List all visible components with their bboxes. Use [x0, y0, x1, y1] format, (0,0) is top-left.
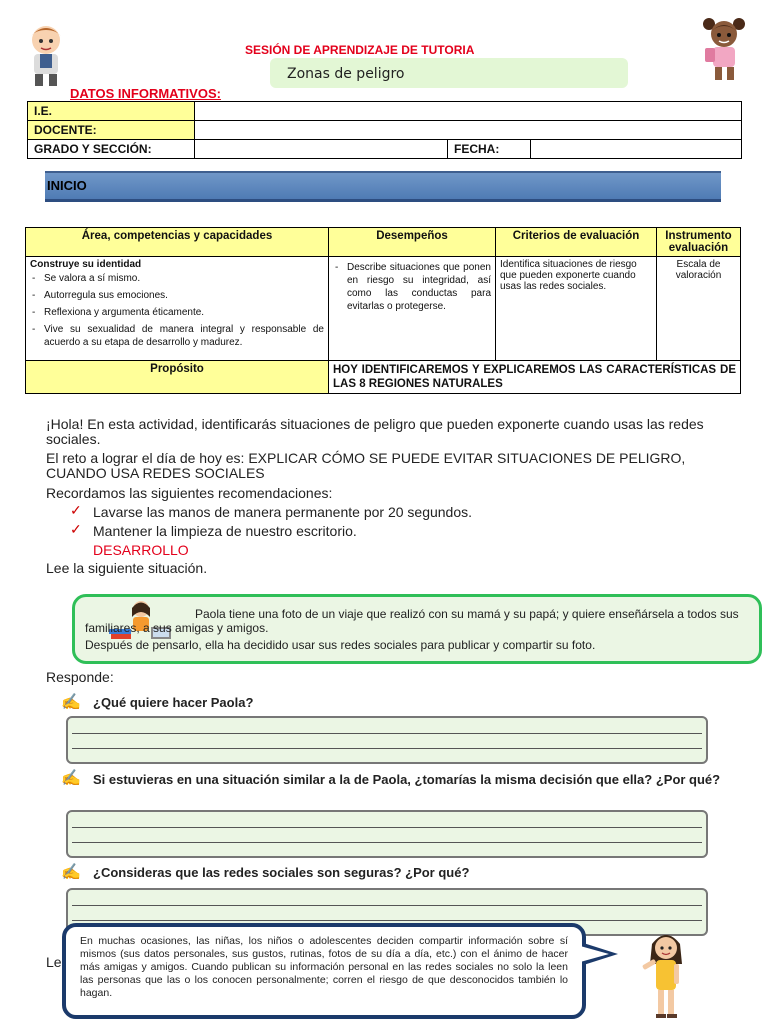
situation-box: [72, 594, 762, 664]
ie-value[interactable]: [195, 102, 742, 121]
boy-illustration: [20, 22, 72, 88]
docente-label: DOCENTE:: [28, 121, 195, 140]
lee-text: Lee la siguiente situación.: [46, 560, 208, 576]
instrumento-cell: Escala de valoración: [657, 257, 741, 361]
topic-title: Zonas de peligro: [287, 66, 405, 82]
situation-text-2: Después de pensarlo, ella ha decidido usar sus redes sociales para publicar y compartir su foto.: [85, 638, 596, 652]
fecha-value[interactable]: [531, 140, 742, 159]
pencil-hand-icon: ✍: [61, 694, 81, 711]
girl-speaking-illustration: [636, 930, 696, 1020]
recordamos-text: Recordamos las siguientes recomendaciones:: [46, 485, 333, 501]
intro-paragraph: ¡Hola! En esta actividad, identificarás situaciones de peligro que pueden exponerte cuando usas las redes sociales.: [46, 416, 704, 447]
header-instrumento: Instrumento evaluación: [657, 228, 741, 257]
inicio-bar: [45, 171, 721, 202]
desarrollo-heading: DESARROLLO: [93, 542, 189, 558]
area-title: Construye su identidad: [30, 259, 142, 270]
bubble-tail-inner: [573, 944, 609, 964]
capacidad-item: - Se valora a sí mismo.: [30, 272, 324, 285]
check-icon: ✓: [70, 502, 82, 518]
datos-informativos-heading: DATOS INFORMATIVOS:: [70, 86, 221, 101]
header-criterios: Criterios de evaluación: [496, 228, 657, 257]
fecha-label: FECHA:: [448, 140, 531, 159]
partial-text: Le: [46, 954, 62, 970]
ie-label: I.E.: [28, 102, 195, 121]
docente-value[interactable]: [195, 121, 742, 140]
info-table: [27, 101, 742, 159]
criterio-cell: Identifica situaciones de riesgo que pueden exponerte cuando usas las redes sociales.: [496, 257, 657, 361]
capacidad-item: - Autorregula sus emociones.: [30, 289, 324, 302]
inicio-heading: INICIO: [47, 178, 87, 193]
bubble-text: En muchas ocasiones, las niñas, los niños o adolescentes deciden compartir información sobre sí mismos (sus datos personales, sus gustos, rutinas, fotos de su día a día, etc.) con el ánimo de hacer más amigas y amigos. Cuando publican su información personal en las redes sociales no solo la leen las personas que las o los conocen personalmente; corren el riesgo de que desconocidos también lo hagan.: [80, 935, 568, 999]
grado-value[interactable]: [195, 140, 448, 159]
info-bubble: [62, 923, 586, 1019]
answer-line: [72, 920, 702, 921]
pencil-hand-icon: ✍: [61, 864, 81, 881]
desempeno-cell: [329, 257, 496, 361]
situation-text-1: Paola tiene una foto de un viaje que realizó con su mamá y su papá; y quiere enseñársela a todos sus familiares, a sus amigas y amigos.: [85, 607, 739, 635]
capacidad-item: - Vive su sexualidad de manera integral y responsable de acuerdo a su etapa de desarrollo y madurez.: [30, 323, 324, 349]
answer-line: [72, 842, 702, 843]
question-3: ¿Consideras que las redes sociales son seguras? ¿Por qué?: [93, 865, 470, 880]
proposito-label: Propósito: [26, 361, 329, 394]
recomendacion-item: Mantener la limpieza de nuestro escritorio.: [93, 523, 357, 539]
grado-label: GRADO Y SECCIÓN:: [28, 140, 195, 159]
answer-line: [72, 733, 702, 734]
desempeno-item: - Describe situaciones que ponen en riesgo su integridad, así como las conductas para evitarlas o protegerse.: [333, 261, 491, 313]
header-area: Área, competencias y capacidades: [26, 228, 329, 257]
reto-paragraph: El reto a lograr el día de hoy es: EXPLICAR CÓMO SE PUEDE EVITAR SITUACIONES DE PELIGRO, CUANDO USA REDES SOCIALES: [46, 450, 686, 481]
answer-line: [72, 905, 702, 906]
pencil-hand-icon: ✍: [61, 770, 81, 787]
question-2: Si estuvieras en una situación similar a la de Paola, ¿tomarías la misma decisión que ella? ¿Por qué?: [93, 772, 721, 787]
topic-box: [270, 58, 628, 88]
check-icon: ✓: [70, 521, 82, 537]
recomendacion-item: Lavarse las manos de manera permanente por 20 segundos.: [93, 504, 473, 520]
answer-box-1[interactable]: [66, 716, 708, 764]
answer-line: [72, 748, 702, 749]
question-1: ¿Qué quiere hacer Paola?: [93, 695, 254, 710]
answer-line: [72, 827, 702, 828]
responde-label: Responde:: [46, 669, 114, 685]
capacidad-item: - Reflexiona y argumenta éticamente.: [30, 306, 324, 319]
answer-box-2[interactable]: [66, 810, 708, 858]
girl-illustration: [700, 16, 748, 82]
competencias-table: [25, 227, 741, 394]
header-desempenos: Desempeños: [329, 228, 496, 257]
session-title: SESIÓN DE APRENDIZAJE DE TUTORIA: [245, 43, 475, 57]
proposito-text: HOY IDENTIFICAREMOS Y EXPLICAREMOS LAS CARACTERÍSTICAS DE LAS 8 REGIONES NATURALES: [329, 361, 741, 394]
capacidades-cell: [26, 257, 329, 361]
